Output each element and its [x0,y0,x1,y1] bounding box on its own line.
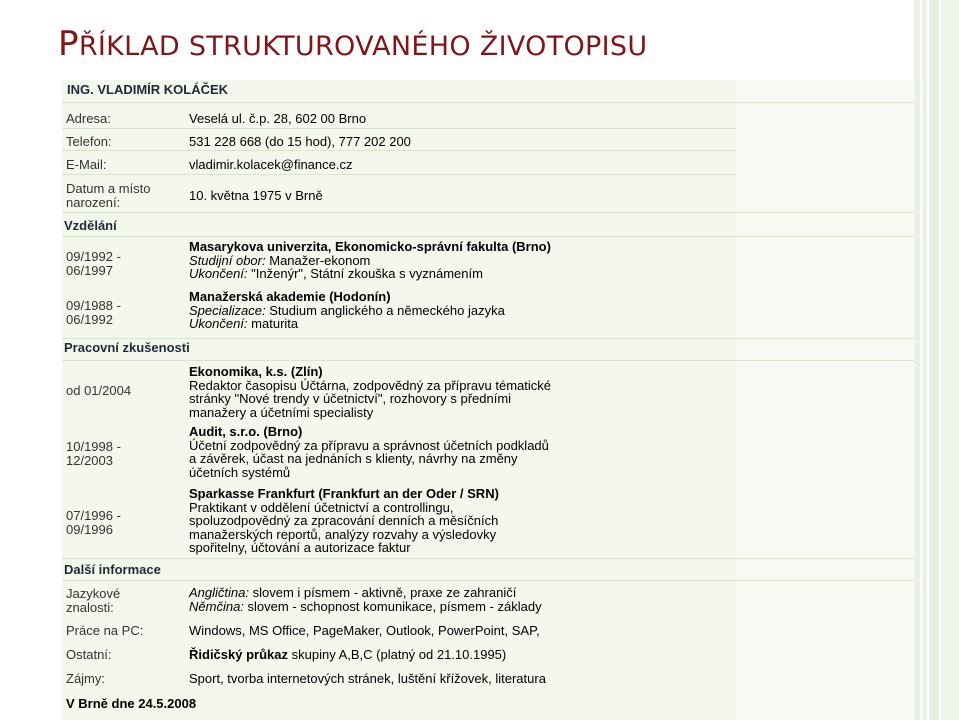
birth-label-line1: Datum a místo [66,181,151,196]
edu-institution: Manažerská akademie (Hodonín) [189,289,391,304]
edu-completion-label: Ukončení: [189,316,248,331]
section-heading-other: Další informace [64,562,161,577]
job-description-line: Účetní zodpovědný za přípravu a správnost účetních podkladů [189,437,549,453]
edu-institution: Masarykova univerzita, Ekonomicko-správní fakulta (Brno) [189,239,551,254]
address-value: Veselá ul. č.p. 28, 602 00 Brno [189,111,367,126]
row-divider [62,580,914,581]
edu-field-label: Specializace: [189,302,266,318]
pc-value: Windows, MS Office, PageMaker, Outlook, PowerPoint, SAP, [189,623,540,638]
job-company: Audit, s.r.o. (Brno) [189,424,303,439]
job-description-line: spoluzodpovědný za zpracování denních a měsíčních [189,513,499,528]
row-divider [62,360,914,361]
language-level: slovem i písmem - aktivně, praxe ze zahraničí [252,585,517,600]
languages-label-line2: znalosti: [66,600,114,615]
job-date-line1: 10/1998 - [66,439,121,454]
pc-label: Práce na PC: [66,623,144,638]
decorative-stripe [941,0,959,720]
hobbies-value: Sport, tvorba internetových stránek, luštění křížovek, literatura [189,671,546,686]
job-date-line1: od 01/2004 [66,383,132,398]
job-date-line1: 07/1996 - [66,508,121,523]
job-entry [189,487,499,555]
job-description-line: manažerských reportů, analýzy rozvahy a výsledovky [189,526,497,542]
phone-value: 531 228 668 (do 15 hod), 777 202 200 [189,134,411,149]
row-divider [62,174,736,175]
job-entry [189,425,549,479]
languages-label-line1: Jazykové [66,586,121,601]
decorative-stripe [914,0,920,720]
job-description-line: stránky "Nové trendy v účetnictví", rozhovory s předními [189,391,512,406]
edu-date-line2: 06/1997 [66,263,113,278]
job-date-line2: 12/2003 [66,453,113,468]
edu-field-label: Studijní obor: [189,252,266,268]
job-entry [189,365,551,419]
job-description-line: spořitelny, účtování a autorizace faktur [189,540,411,555]
email-label: E-Mail: [66,157,107,172]
title-initial: P [58,24,79,64]
section-heading-experience: Pracovní zkušenosti [64,340,190,355]
job-description-line: účetních systémů [189,464,291,480]
row-divider [62,558,914,559]
edu-entry [189,240,551,281]
row-divider [62,128,736,129]
decorative-stripe [922,0,927,720]
job-description-line: a závěrek, účast na jednáních s klienty, návrhy na změny [189,451,518,466]
signature-date: V Brně dne 24.5.2008 [66,696,197,711]
row-divider [62,150,736,151]
misc-value [189,647,506,663]
job-description-line: manažery a účetními specialisty [189,404,374,420]
page-title [58,24,647,64]
job-date-line2: 09/1996 [66,522,113,537]
language-name: Angličtina: [189,585,249,600]
edu-field-value: Studium anglického a německého jazyka [269,302,505,318]
language-name: Němčina: [189,598,244,614]
edu-field-value: Manažer-ekonom [269,252,371,268]
email-value: vladimir.kolacek@finance.cz [189,157,353,172]
cv-panel-right [736,80,914,720]
driving-licence-label: Řidičský průkaz [189,647,288,662]
hobbies-label: Zájmy: [66,671,105,686]
driving-licence-detail: skupiny A,B,C (platný od 21.10.1995) [288,647,507,662]
edu-date-line1: 09/1988 - [66,298,121,313]
phone-label: Telefon: [66,134,112,149]
job-company: Sparkasse Frankfurt (Frankfurt an der Oder / SRN) [189,486,499,501]
language-level: slovem - schopnost komunikace, písmem - základy [247,598,542,614]
job-description-line: Praktikant v oddělení účetnictví a controllingu, [189,499,454,515]
candidate-name: ING. VLADIMÍR KOLÁČEK [67,82,229,97]
edu-date-line2: 06/1992 [66,312,113,327]
edu-completion-value: maturita [251,316,299,331]
row-divider [62,102,914,103]
edu-completion-value: "Inženýr", Státní zkouška s vyznámením [251,266,483,281]
birth-value: 10. května 1975 v Brně [189,188,323,203]
job-company: Ekonomika, k.s. (Zlín) [189,364,323,379]
decorative-stripe [929,0,939,720]
misc-label: Ostatní: [66,647,112,662]
edu-completion-label: Ukončení: [189,266,248,281]
birth-label-line2: narození: [66,195,121,210]
languages-value [189,586,542,613]
edu-entry [189,290,505,331]
row-divider [62,212,914,213]
job-description-line: Redaktor časopisu Účtárna, zodpovědný za přípravu tématické [189,377,552,393]
address-label: Adresa: [66,111,111,126]
section-heading-education: Vzdělání [64,218,117,233]
edu-date-line1: 09/1992 - [66,249,121,264]
row-divider [62,236,914,237]
row-divider [62,338,914,339]
title-rest: ŘÍKLAD STRUKTUROVANÉHO ŽIVOTOPISU [78,31,648,62]
